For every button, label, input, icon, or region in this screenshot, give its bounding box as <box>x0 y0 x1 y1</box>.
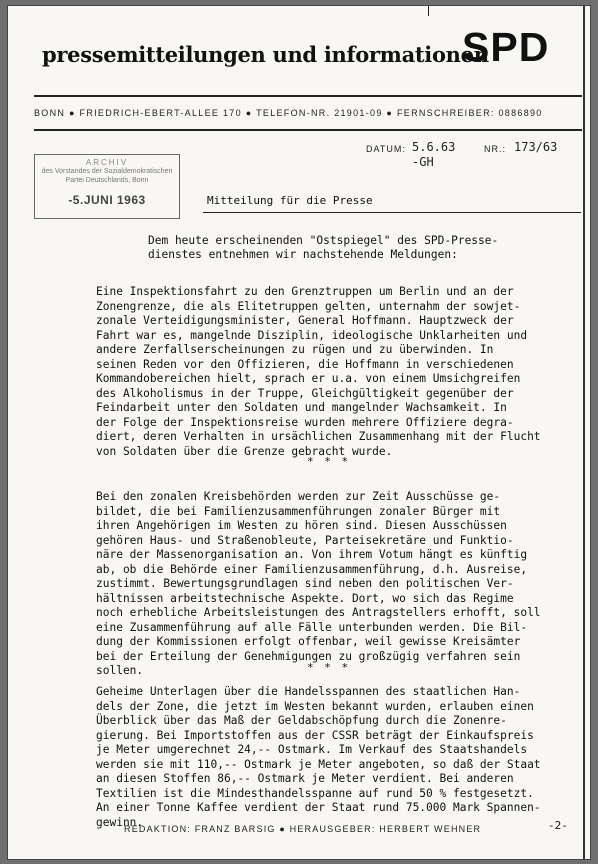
archive-stamp <box>34 154 180 219</box>
number-value: 173/63 <box>514 140 558 154</box>
intro-text: Dem heute erscheinenden "Ostspiegel" des SPD-Presse- dienstes entnehmen wir nachstehende Meldungen: <box>148 234 499 261</box>
paragraph-inspection: Eine Inspektionsfahrt zu den Grenztruppen um Berlin und an der Zonengrenze, die als Elitetruppen gelten, unternahm der sowjet- zonale Verteidigungsminister, General Hoffmann. Hauptzweck der Fahrt war es, mangelnde Disziplin, ideologische Unklarheiten und andere Zerfallserscheinungen zu rügen und zu überwinden. In seinen Reden vor den Offizieren, die Hoffmann in verschiedenen Kommandobereichen hielt, sprach er u.a. von einem Umsichgreifen des Alkoholismus in der Truppe, Gleichgültigkeit gegenüber der Feindarbeit unter den Soldaten und mangelnder Wachsamkeit. In der Folge der Inspektionsreise wurden mehrere Offiziere degra- diert, deren Verhalten in ursächlichen Zusammenhang mit der Flucht von Soldaten über die Grenze gebracht wurde. <box>96 285 541 458</box>
number-label: NR.: <box>484 144 506 154</box>
page-continuation-marker: -2- <box>548 819 568 832</box>
editorial-credits: REDAKTION: FRANZ BARSIG ● HERAUSGEBER: HERBERT WEHNER <box>124 824 482 834</box>
press-release-heading: Mitteilung für die Presse <box>207 194 373 207</box>
page-edge-line <box>583 6 585 859</box>
crop-mark <box>428 6 429 16</box>
stamp-date: -5.JUNI 1963 <box>68 193 146 207</box>
section-separator: * * * <box>307 455 351 468</box>
paragraph-trade-margins: Geheime Unterlagen über die Handelsspannen des staatlichen Han- dels der Zone, die jetzt im Westen bekannt wurden, erlauben einen Überblick über das Maß der Geldabschöpfung durch die Zonenre- gierung. Bei Importstoffen aus der CSSR beträgt der Einkaufspreis je Meter umgerechnet 24,-- Ostmark. Im Verkauf des Staatshandels werden sie mit 110,-- Ostmark je Meter angeboten, so daß der Staat an diesen Stoffen 86,-- Ostmark je Meter verdient. Bei anderen Textilien ist die Mindesthandelsspanne auf rund 50 % festgesetzt. An einer Tonne Kaffee verdient der Staat rund 75.000 Mark Spannen- gewinn. <box>96 685 541 829</box>
stamp-line-party: Partei Deutschlands, Bonn <box>65 177 149 184</box>
document-page <box>8 6 590 859</box>
stamp-line-archive: ARCHIV <box>85 158 129 167</box>
heading-underline <box>203 212 581 213</box>
header-rule-bottom <box>34 129 582 131</box>
address-line: BONN ● FRIEDRICH-EBERT-ALLEE 170 ● TELEFON-NR. 21901-09 ● FERNSCHREIBER: 0886890 <box>34 108 543 118</box>
header-rule-top <box>34 95 582 97</box>
publication-title: pressemitteilungen und informationen <box>42 42 489 67</box>
reference-code: -GH <box>412 155 434 169</box>
date-value: 5.6.63 <box>412 140 456 154</box>
stamp-line-board: des Vorstandes der Sozialdemokratischen <box>41 168 173 175</box>
date-label: DATUM: <box>366 144 406 154</box>
paragraph-committees: Bei den zonalen Kreisbehörden werden zur Zeit Ausschüsse ge- bildet, die bei Familienzusammenführungen zonaler Bürger mit ihren Angehörigen im Westen zu hören sind. Diesen Ausschüssen gehören Haus- und Straßenobleute, Parteisekretäre und Funktio- näre der Massenorganisation an. Von ihrem Votum hängt es künftig ab, ob die Behörde einer Familienzusammenführung, d.h. Ausreise, zustimmt. Bewertungsgrundlagen sind neben den politischen Ver- hältnissen arbeitstechnische Aspekte. Dort, wo sich das Regime noch erhebliche Arbeitsleistungen des Antragstellers erhofft, soll eine Zusammenführung auf alle Fälle unterbunden werden. Die Bil- dung der Kommissionen erfolgt offenbar, weil gewisse Kreisämter bei der Erteilung der Genehmigungen zu großzügig verfahren sein sollen. <box>96 490 541 677</box>
spd-logo: SPD <box>462 24 550 70</box>
section-separator: * * * <box>307 661 351 674</box>
